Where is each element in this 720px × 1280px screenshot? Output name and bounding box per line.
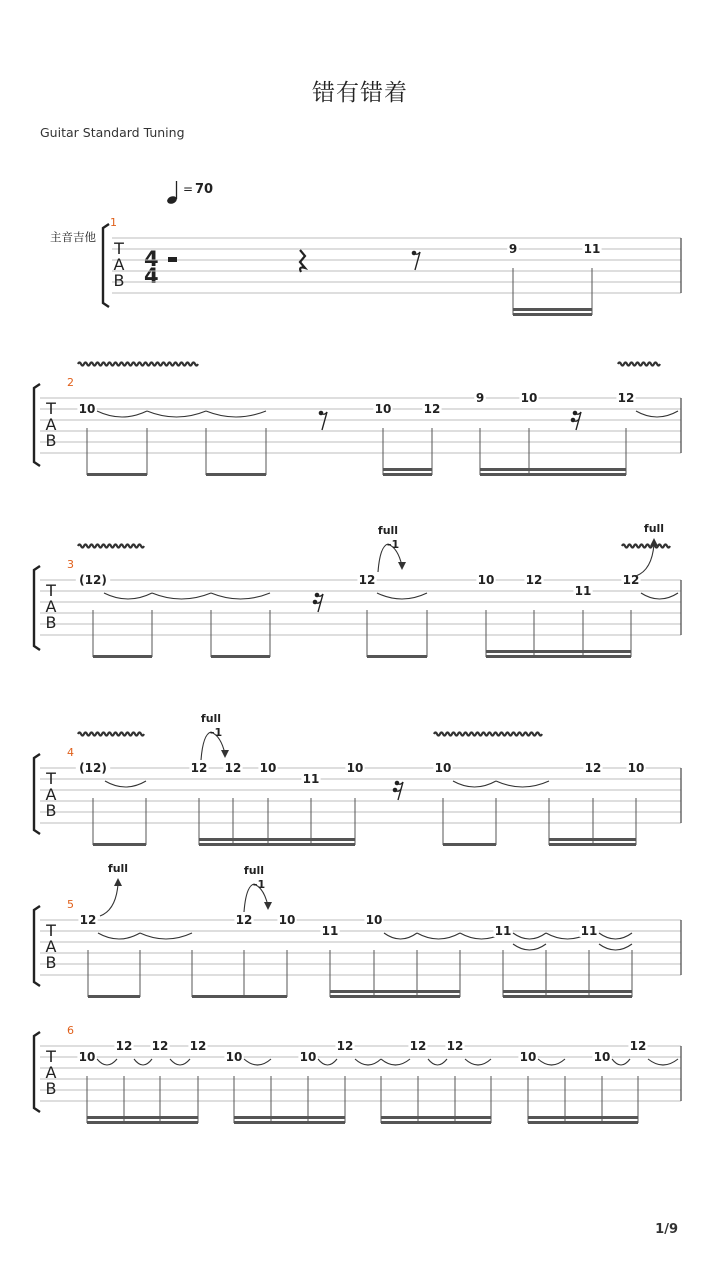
tab-clef-letter: T (46, 581, 56, 600)
measure-number: 1 (110, 216, 117, 229)
tie-arc (381, 1059, 410, 1065)
tie-arc (384, 933, 417, 939)
note-beam (528, 1116, 638, 1119)
fret-number: 10 (434, 761, 452, 775)
fret-number: 10 (593, 1050, 611, 1064)
note-beam (480, 473, 626, 476)
fret-number: 12 (189, 1039, 207, 1053)
note-beam (528, 1121, 638, 1124)
note-beam (88, 995, 140, 998)
track-name: 主音吉他 (50, 230, 96, 244)
measure-number: 5 (67, 898, 74, 911)
fret-number: 10 (374, 402, 392, 416)
note-beam (87, 1121, 198, 1124)
fret-number: 11 (580, 924, 598, 938)
fret-number: 12 (617, 391, 635, 405)
note-beam (87, 473, 147, 476)
tie-arc (318, 1059, 337, 1065)
vibrato-marking (78, 363, 198, 366)
tempo-value: 70 (195, 182, 214, 197)
measure-number: 2 (67, 376, 74, 389)
time-sig-top: 4 (144, 247, 159, 271)
tie-arc (648, 1059, 678, 1065)
tie-arc (538, 1059, 565, 1065)
tie-arc (170, 1059, 190, 1065)
note-beam (486, 655, 631, 658)
tab-clef-letter: B (45, 431, 57, 450)
fret-number: 12 (358, 573, 376, 587)
fret-number: 12 (235, 913, 253, 927)
tie-arc (612, 1059, 630, 1065)
bend-arrow (636, 544, 654, 576)
quarter-rest-icon (300, 250, 305, 272)
tab-system (34, 522, 681, 658)
tie-arc (134, 1059, 152, 1065)
note-beam (93, 843, 146, 846)
note-beam (513, 308, 592, 311)
fret-number: 11 (321, 924, 339, 938)
tab-system (34, 862, 681, 998)
page-number: 1/9 (655, 1222, 678, 1237)
system-bracket (34, 754, 40, 834)
note-beam (549, 838, 636, 841)
note-beam (513, 313, 592, 316)
tab-clef-letter: B (45, 1079, 57, 1098)
tab-system (103, 216, 681, 316)
tab-system (34, 1024, 681, 1124)
fret-number: 10 (519, 1050, 537, 1064)
fret-number: 12 (79, 913, 97, 927)
tie-arc (377, 593, 427, 599)
note-beam (367, 655, 427, 658)
tab-clef-letter: A (45, 785, 57, 804)
fret-number: 12 (584, 761, 602, 775)
note-beam (234, 1116, 345, 1119)
tie-arc (428, 1059, 447, 1065)
fret-number: 11 (302, 772, 320, 786)
tie-arc (98, 933, 140, 939)
bend-arrow (100, 884, 118, 916)
note-beam (381, 1121, 491, 1124)
fret-number: 12 (336, 1039, 354, 1053)
note-beam (383, 468, 432, 471)
fret-number: 12 (224, 761, 242, 775)
fret-number: 10 (627, 761, 645, 775)
tie-arc (244, 1059, 271, 1065)
tie-arc (147, 411, 206, 417)
system-bracket (34, 566, 40, 650)
tab-clef-letter: A (45, 597, 57, 616)
fret-number: 12 (622, 573, 640, 587)
release-arrowhead-icon (221, 750, 229, 758)
fret-number: 12 (115, 1039, 133, 1053)
vibrato-marking (78, 545, 144, 548)
release-label: -1 (209, 726, 223, 739)
fret-number: 12 (629, 1039, 647, 1053)
fret-number: 10 (78, 1050, 96, 1064)
fret-number: 10 (365, 913, 383, 927)
fret-number: 9 (475, 391, 485, 405)
note-beam (93, 655, 152, 658)
tie-arc (97, 1059, 117, 1065)
tie-arc (453, 781, 496, 787)
tie-arc (599, 933, 632, 939)
tie-arc (206, 411, 266, 417)
release-label: -1 (252, 878, 266, 891)
tab-clef-letter: T (46, 399, 56, 418)
vibrato-marking (434, 733, 542, 736)
tab-clef-letter: T (46, 921, 56, 940)
tie-arc (355, 1059, 381, 1065)
fret-number: 11 (494, 924, 512, 938)
fret-number: 12 (409, 1039, 427, 1053)
fret-number: 10 (346, 761, 364, 775)
note-beam (234, 1121, 345, 1124)
svg-text:=: = (183, 182, 194, 196)
measure-number: 6 (67, 1024, 74, 1037)
note-beam (443, 843, 496, 846)
fret-number: 12 (190, 761, 208, 775)
tuning-label: Guitar Standard Tuning (40, 125, 185, 140)
tie-arc (211, 593, 270, 599)
tab-clef-letter: B (45, 613, 57, 632)
tie-arc (513, 933, 546, 939)
tie-arc (599, 944, 632, 950)
release-arrowhead-icon (398, 562, 406, 570)
half-rest-icon (168, 257, 177, 262)
fret-number: 11 (574, 584, 592, 598)
bend-label: full (243, 864, 265, 877)
note-beam (211, 655, 270, 658)
vibrato-marking (78, 733, 144, 736)
tie-arc (513, 944, 546, 950)
measure-number: 3 (67, 558, 74, 571)
note-beam (480, 468, 626, 471)
note-beam (503, 990, 632, 993)
fret-number: 10 (299, 1050, 317, 1064)
tie-arc (636, 411, 678, 417)
tie-arc (465, 1059, 491, 1065)
release-label: -1 (386, 538, 400, 551)
fret-number: 12 (446, 1039, 464, 1053)
tab-clef-letter: T (114, 239, 124, 258)
bend-arrowhead-icon (114, 878, 122, 886)
time-sig-bottom: 4 (144, 264, 159, 288)
tie-arc (496, 781, 549, 787)
tie-arc (152, 593, 211, 599)
fret-number: 9 (508, 242, 518, 256)
fret-number: 10 (78, 402, 96, 416)
tab-clef-letter: B (45, 801, 57, 820)
fret-number: 10 (278, 913, 296, 927)
system-bracket (34, 1032, 40, 1112)
system-bracket (34, 906, 40, 986)
tab-clef-letter: A (45, 937, 57, 956)
note-beam (383, 473, 432, 476)
fret-number: 12 (423, 402, 441, 416)
fret-number: 10 (477, 573, 495, 587)
fret-number: 10 (520, 391, 538, 405)
vibrato-marking (622, 545, 670, 548)
fret-number: 12 (525, 573, 543, 587)
fret-number: 10 (225, 1050, 243, 1064)
tab-clef-letter: B (113, 271, 125, 290)
system-bracket (34, 384, 40, 466)
note-beam (503, 995, 632, 998)
tie-arc (641, 593, 678, 599)
bend-label: full (377, 524, 399, 537)
tab-clef-letter: A (45, 1063, 57, 1082)
score-title: 错有错着 (312, 80, 408, 106)
fret-number: 10 (259, 761, 277, 775)
note-beam (330, 990, 460, 993)
tie-arc (97, 411, 147, 417)
tab-clef-letter: A (45, 415, 57, 434)
vibrato-marking (618, 363, 660, 366)
note-beam (87, 1116, 198, 1119)
note-beam (199, 838, 355, 841)
bend-label: full (200, 712, 222, 725)
system-bracket (103, 224, 109, 307)
tie-arc (140, 933, 192, 939)
fret-number: 12 (151, 1039, 169, 1053)
tab-system (34, 712, 681, 846)
note-beam (381, 1116, 491, 1119)
tab-clef-letter: T (46, 769, 56, 788)
tab-system (34, 363, 681, 477)
fret-number: (12) (79, 761, 107, 775)
bend-label: full (643, 522, 665, 535)
tie-arc (104, 593, 152, 599)
tempo-marking (166, 181, 213, 205)
note-beam (486, 650, 631, 653)
note-beam (549, 843, 636, 846)
bend-label: full (107, 862, 129, 875)
fret-number: (12) (79, 573, 107, 587)
tab-clef-letter: A (113, 255, 125, 274)
tab-clef-letter: T (46, 1047, 56, 1066)
note-beam (330, 995, 460, 998)
tie-arc (105, 781, 146, 787)
tab-clef-letter: B (45, 953, 57, 972)
bend-arrowhead-icon (650, 538, 658, 546)
measure-number: 4 (67, 746, 74, 759)
note-beam (199, 843, 355, 846)
tie-arc (417, 933, 460, 939)
note-beam (192, 995, 287, 998)
release-arrowhead-icon (264, 902, 272, 910)
note-beam (206, 473, 266, 476)
fret-number: 11 (583, 242, 601, 256)
